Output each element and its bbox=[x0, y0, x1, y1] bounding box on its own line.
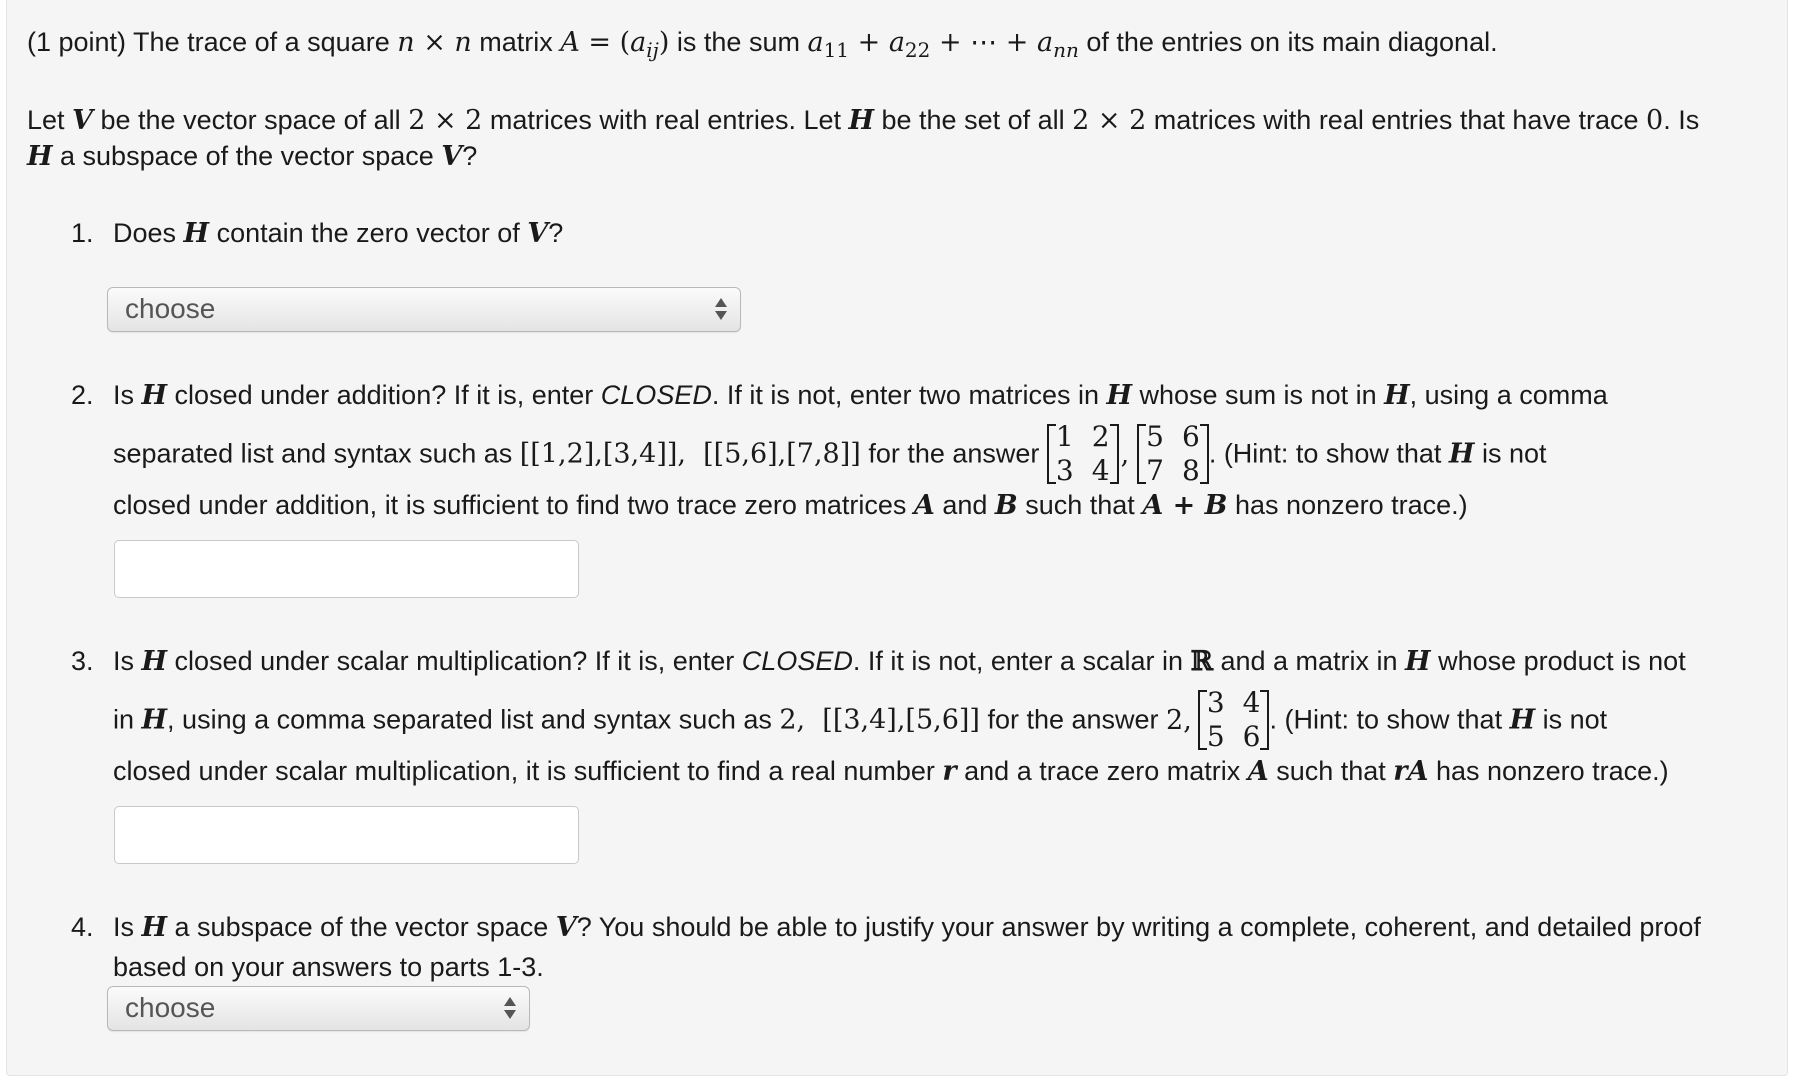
math-H: H bbox=[141, 380, 168, 411]
math-r: r bbox=[942, 756, 957, 787]
text: ? bbox=[462, 141, 478, 171]
question-4-line-1 bbox=[113, 912, 1701, 943]
text: closed under scalar multiplication? If it is, enter bbox=[167, 646, 742, 676]
math-H: H bbox=[1106, 380, 1132, 411]
math-a22: a bbox=[888, 27, 905, 58]
question-4 bbox=[71, 912, 1791, 992]
text: and bbox=[934, 490, 995, 520]
math-subscript-ij: ij bbox=[646, 38, 659, 62]
text: Is bbox=[113, 380, 142, 410]
text: such that bbox=[1017, 490, 1143, 520]
question-3-line-2 bbox=[113, 686, 1607, 754]
math-H: H bbox=[141, 646, 168, 677]
text: such that bbox=[1268, 756, 1394, 786]
syntax-example-scalar: 2, bbox=[779, 704, 806, 736]
math-reals: ℝ bbox=[1190, 646, 1213, 677]
math-A: A bbox=[913, 490, 935, 521]
text: is not bbox=[1474, 438, 1547, 469]
intro-text: of the entries on its main diagonal. bbox=[1078, 27, 1498, 57]
math-H: H bbox=[27, 141, 53, 172]
updown-arrows-icon bbox=[714, 295, 728, 323]
question-3-line-1 bbox=[113, 646, 1686, 677]
question-number: 4. bbox=[71, 912, 94, 942]
text: ? bbox=[548, 218, 564, 248]
math-dimension: 2 × 2 bbox=[1072, 105, 1147, 136]
question-2 bbox=[71, 380, 1791, 540]
math-H: H bbox=[848, 105, 874, 136]
text: is not bbox=[1535, 704, 1608, 735]
question-4-line-2: based on your answers to parts 1-3. bbox=[113, 952, 544, 982]
text: . (Hint: to show that bbox=[1269, 704, 1510, 735]
intro-text: is the sum bbox=[669, 27, 808, 57]
math-A-plus-B: A + B bbox=[1142, 490, 1228, 521]
math-H: H bbox=[1384, 380, 1410, 411]
text: . (Hint: to show that bbox=[1208, 438, 1449, 469]
question-number: 2. bbox=[71, 380, 94, 410]
math-H: H bbox=[183, 218, 210, 249]
text: for the answer bbox=[979, 704, 1167, 735]
text: closed under scalar multiplication, it is sufficient to find a real number bbox=[113, 756, 943, 786]
question-3 bbox=[71, 646, 1791, 806]
example-matrix: 3 4 5 6 bbox=[1198, 686, 1270, 754]
question-number: 3. bbox=[71, 646, 94, 676]
text: whose sum is not in bbox=[1132, 380, 1385, 410]
text: . If it is not, enter two matrices in bbox=[711, 380, 1107, 410]
math-zero: 0 bbox=[1646, 105, 1664, 136]
text: and a trace zero matrix bbox=[956, 756, 1248, 786]
math-V: V bbox=[555, 912, 577, 943]
math-H: H bbox=[141, 704, 168, 736]
text: Is bbox=[113, 912, 142, 942]
text: and a matrix in bbox=[1212, 646, 1406, 676]
math-n: n bbox=[454, 27, 472, 58]
syntax-example: [[1,2],[3,4]], [[5,6],[7,8]] bbox=[519, 438, 861, 470]
keyword-closed: CLOSED bbox=[600, 380, 712, 410]
syntax-example: [[3,4],[5,6]] bbox=[805, 704, 980, 736]
q2-answer-input[interactable] bbox=[114, 540, 579, 598]
statement-line-1 bbox=[27, 100, 1787, 141]
text: closed under addition? If it is, enter bbox=[167, 380, 601, 410]
math-equals: = ( bbox=[579, 27, 631, 58]
select-value: choose bbox=[125, 992, 216, 1023]
math-H: H bbox=[1509, 704, 1536, 736]
math-H: H bbox=[141, 912, 168, 943]
math-n: n bbox=[397, 27, 415, 58]
math-subscript-22: 22 bbox=[904, 38, 931, 62]
text: contain the zero vector of bbox=[209, 218, 528, 248]
math-A: A bbox=[560, 27, 580, 58]
text: has nonzero trace.) bbox=[1428, 756, 1669, 786]
math-subscript-11: 11 bbox=[823, 38, 850, 62]
problem-intro bbox=[27, 22, 1498, 64]
q4-answer-select[interactable] bbox=[107, 986, 530, 1031]
example-scalar: 2, bbox=[1166, 704, 1192, 736]
text: in bbox=[113, 704, 142, 735]
text: , using a comma bbox=[1409, 380, 1608, 410]
text: a subspace of the vector space bbox=[52, 141, 442, 171]
math-plus: + bbox=[849, 27, 889, 58]
text: Let bbox=[27, 105, 73, 135]
problem-statement bbox=[27, 100, 1787, 177]
question-number: 1. bbox=[71, 218, 94, 248]
example-matrix-1: 1 2 3 4 bbox=[1047, 420, 1119, 488]
math-dimension: 2 × 2 bbox=[408, 105, 483, 136]
statement-line-2 bbox=[27, 136, 1787, 177]
example-matrix-2: 5 6 7 8 bbox=[1137, 420, 1209, 488]
text: . If it is not, enter a scalar in bbox=[852, 646, 1191, 676]
keyword-closed: CLOSED bbox=[741, 646, 853, 676]
text: closed under addition, it is sufficient to find two trace zero matrices bbox=[113, 490, 914, 520]
text: matrices with real entries that have trace bbox=[1146, 105, 1646, 135]
text: for the answer bbox=[860, 438, 1047, 469]
problem-container bbox=[6, 0, 1788, 1076]
math-V: V bbox=[527, 218, 549, 249]
math-times: × bbox=[414, 27, 455, 58]
question-1-text bbox=[113, 218, 563, 249]
intro-text: (1 point) The trace of a square bbox=[27, 27, 398, 57]
math-rA: rA bbox=[1393, 756, 1429, 787]
math-B: B bbox=[994, 490, 1018, 521]
math-paren: ) bbox=[658, 27, 670, 58]
math-H: H bbox=[1405, 646, 1431, 677]
math-ann: a bbox=[1036, 27, 1054, 58]
math-a: a bbox=[630, 27, 647, 58]
math-subscript-nn: nn bbox=[1053, 38, 1079, 62]
text: separated list and syntax such as bbox=[113, 438, 520, 469]
math-V: V bbox=[72, 105, 93, 136]
text: matrices with real entries. Let bbox=[482, 105, 849, 135]
q1-answer-select[interactable] bbox=[107, 287, 741, 332]
question-2-line-2 bbox=[113, 420, 1546, 488]
intro-text: matrix bbox=[471, 27, 561, 57]
updown-arrows-icon bbox=[503, 994, 517, 1022]
text: has nonzero trace.) bbox=[1227, 490, 1468, 520]
text: be the set of all bbox=[874, 105, 1073, 135]
select-value: choose bbox=[125, 293, 216, 324]
math-comma: , bbox=[1120, 438, 1130, 470]
text: Does bbox=[113, 218, 184, 248]
text: be the vector space of all bbox=[93, 105, 409, 135]
question-3-line-3 bbox=[113, 756, 1669, 787]
question-1 bbox=[71, 218, 1771, 298]
question-2-line-3 bbox=[113, 490, 1468, 521]
math-plus-dots: + ⋯ + bbox=[930, 27, 1037, 58]
question-2-line-1 bbox=[113, 380, 1608, 411]
math-a11: a bbox=[807, 27, 824, 58]
text: Is bbox=[113, 646, 142, 676]
text: a subspace of the vector space bbox=[167, 912, 556, 942]
math-V: V bbox=[441, 141, 463, 172]
math-A: A bbox=[1247, 756, 1269, 787]
text: whose product is not bbox=[1430, 646, 1686, 676]
math-H: H bbox=[1448, 438, 1475, 470]
q3-answer-input[interactable] bbox=[114, 806, 579, 864]
text: . Is bbox=[1663, 105, 1700, 135]
text: ? You should be able to justify your answer by writing a complete, coherent, and detailed proof bbox=[576, 912, 1701, 942]
text: , using a comma separated list and syntax such as bbox=[167, 704, 780, 735]
